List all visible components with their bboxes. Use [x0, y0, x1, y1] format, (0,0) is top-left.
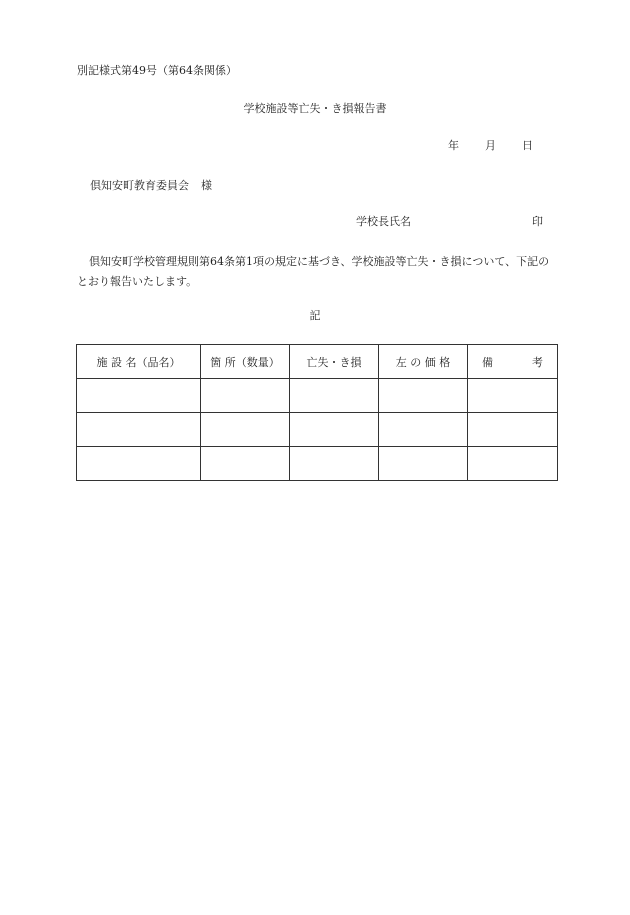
header-remarks: 備 考: [468, 345, 558, 379]
header-value: 左 の 価 格: [379, 345, 468, 379]
addressee-honorific: 様: [201, 179, 212, 192]
date-day-label: 日: [522, 139, 533, 152]
table-cell[interactable]: [201, 447, 290, 481]
date-line: [448, 139, 533, 153]
header-facility-name: 施 設 名（品名）: [77, 345, 201, 379]
header-location-quantity: 箇 所（数量）: [201, 345, 290, 379]
ki-heading: 記: [309, 309, 321, 322]
table-cell[interactable]: [379, 379, 468, 413]
table-cell[interactable]: [468, 379, 558, 413]
table-cell[interactable]: [77, 379, 201, 413]
table-row: [77, 447, 558, 481]
table-cell[interactable]: [201, 379, 290, 413]
body-paragraph: 倶知安町学校管理規則第64条第1項の規定に基づき、学校施設等亡失・き損について、下記のとおり報告いたします。: [77, 255, 550, 288]
table-cell[interactable]: [201, 413, 290, 447]
table-cell[interactable]: [379, 447, 468, 481]
date-month-label: 月: [485, 139, 496, 152]
table-cell[interactable]: [290, 447, 379, 481]
seal-label: 印: [532, 215, 543, 228]
table-cell[interactable]: [77, 447, 201, 481]
date-year-label: 年: [448, 139, 459, 152]
addressee-name: 倶知安町教育委員会: [90, 179, 189, 192]
table-cell[interactable]: [290, 379, 379, 413]
principal-name-label: 学校長氏名: [356, 215, 411, 228]
form-number: 別記様式第49号（第64条関係）: [77, 64, 237, 77]
document-title: 学校施設等亡失・き損報告書: [243, 102, 387, 115]
table-cell[interactable]: [77, 413, 201, 447]
table-row: [77, 379, 558, 413]
report-table: [76, 344, 558, 481]
table-header-row: [77, 345, 558, 379]
addressee: [90, 179, 212, 193]
table-cell[interactable]: [468, 413, 558, 447]
header-loss-damage: 亡失・き損: [290, 345, 379, 379]
table-cell[interactable]: [379, 413, 468, 447]
table-row: [77, 413, 558, 447]
table-cell[interactable]: [468, 447, 558, 481]
table-cell[interactable]: [290, 413, 379, 447]
